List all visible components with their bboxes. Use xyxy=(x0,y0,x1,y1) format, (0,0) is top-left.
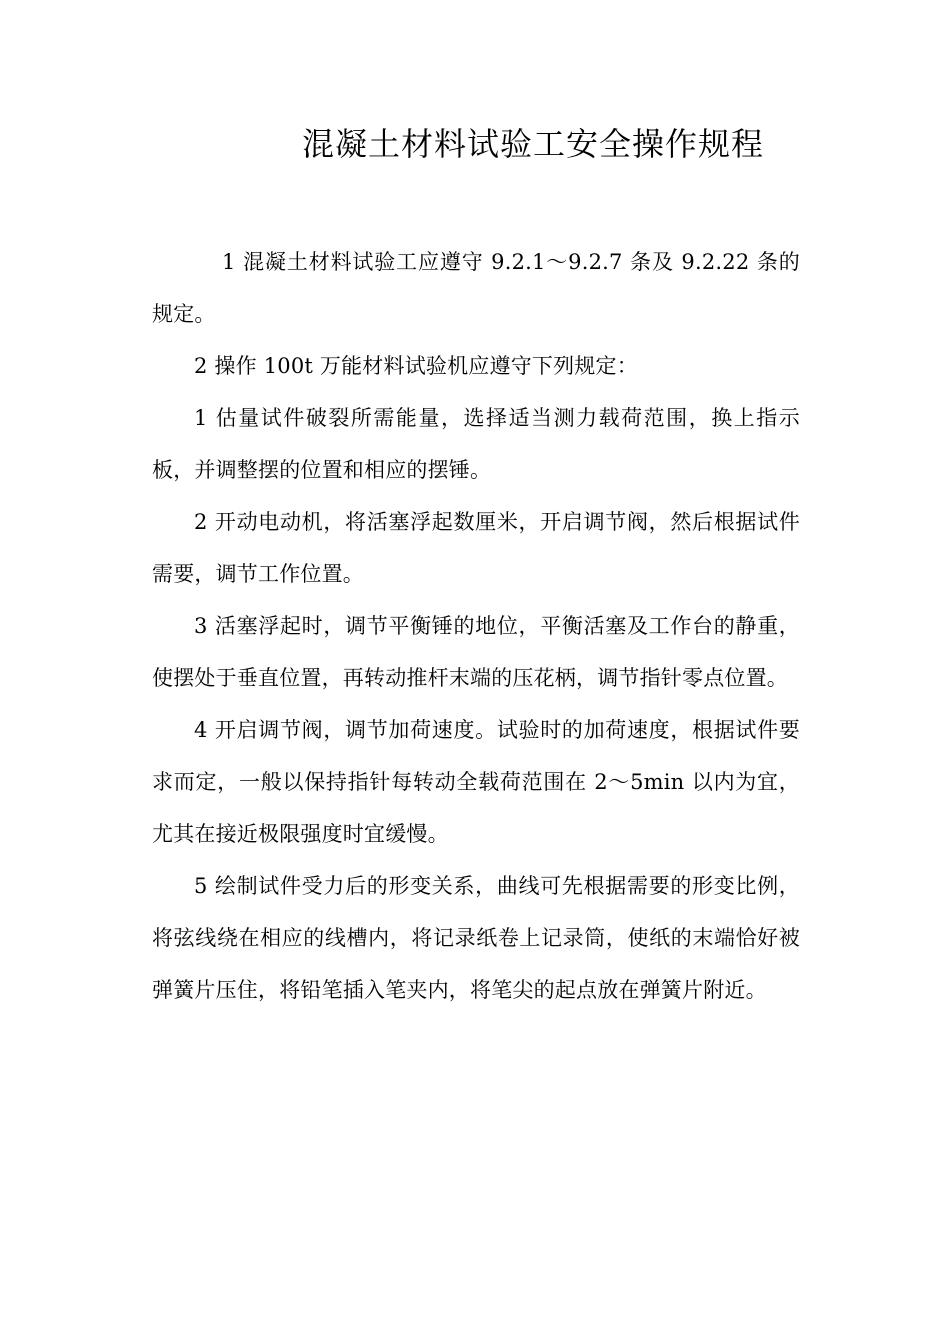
paragraph-1: 1 混凝土材料试验工应遵守 9.2.1～9.2.7 条及 9.2.22 条的规定。 xyxy=(152,250,800,326)
paragraph-4: 2 开动电动机，将活塞浮起数厘米，开启调节阀，然后根据试件需要，调节工作位置。 xyxy=(152,510,800,586)
document-body xyxy=(152,236,800,1016)
paragraph-7: 5 绘制试件受力后的形变关系，曲线可先根据需要的形变比例，将弦线绕在相应的线槽内，将记录纸卷上记录筒，使纸的末端恰好被弹簧片压住，将铅笔插入笔夹内，将笔尖的起点放在弹簧片附近。 xyxy=(152,874,800,1002)
paragraph-6: 4 开启调节阀，调节加荷速度。试验时的加荷速度，根据试件要求而定，一般以保持指针每转动全载荷范围在 2～5min 以内为宜，尤其在接近极限强度时宜缓慢。 xyxy=(152,718,800,846)
paragraph-5: 3 活塞浮起时，调节平衡锤的地位，平衡活塞及工作台的静重，使摆处于垂直位置，再转动推杆末端的压花柄，调节指针零点位置。 xyxy=(152,614,800,690)
paragraph-3: 1 估量试件破裂所需能量，选择适当测力载荷范围，换上指示板，并调整摆的位置和相应的摆锤。 xyxy=(152,406,800,482)
paragraph-2: 2 操作 100t 万能材料试验机应遵守下列规定： xyxy=(194,354,638,378)
document-title: 混凝土材料试验工安全操作规程 xyxy=(301,125,764,163)
